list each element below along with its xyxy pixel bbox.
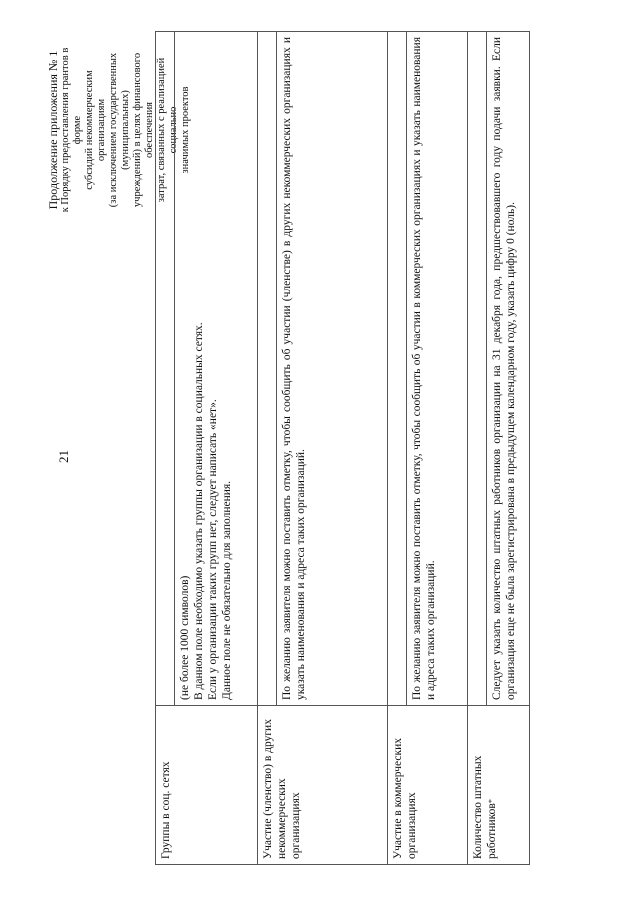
row-label [258,706,388,865]
desc-line: В данном поле необходимо указать группы организации в социальных сетях. [193,322,205,700]
row-description [258,32,388,706]
desc-line: (не более 1000 символов) [179,575,191,700]
footnote-mark: * [487,799,496,804]
table-row [468,32,530,865]
header-line: учреждений) в целях финансового обеспечения [132,52,155,208]
row-label-text: Участие в коммерческих организациях [392,737,418,859]
header-line: значимых проектов [180,86,191,174]
row-label [388,706,468,865]
row-label [156,706,258,865]
desc-line: Если у организации таких групп нет, следует написать «нет». [207,399,219,700]
requirements-table [155,31,530,865]
row-label-text: Участие (членство) в других некоммерческих организациях [262,719,302,859]
desc-line: Данное поле не обязательно для заполнения. [221,480,233,700]
row-description [388,32,468,706]
page-number: 21 [56,450,71,463]
row-label-text: Количество штатных работников [472,755,498,859]
table-row [258,32,388,865]
header-line: к Порядку предоставления грантов в форме [60,47,83,213]
header-line: (за исключением государственных (муниципальных) [108,52,131,208]
header-line: субсидий некоммерческим организациям [84,70,107,190]
desc-text: По желанию заявителя можно поставить отметку, чтобы сообщить об участии в коммерческих организациях и указать наименования и адреса таких организаций. [411,37,437,700]
row-label-text: Группы в соц. сетях [160,761,172,859]
row-description [156,32,258,706]
table-row [388,32,468,865]
desc-text: По желанию заявителя можно поставить отметку, чтобы сообщить об участии (членстве) в других некоммерческих организациях и указать наименования и адреса таких организаций. [281,37,307,700]
header-line: затрат, связанных с реализацией социально [156,57,179,203]
header-line: Продолжение приложения № 1 [46,50,60,210]
desc-text: Следует указать количество штатных работников организации на 31 декабря года, предшествовавшего году подачи заявки. Если организация еще не была зарегистрирована в предыдущем календарном году, указать цифру 0 (ноль). [491,37,517,700]
table-row [156,32,258,865]
row-description [468,32,530,706]
row-label [468,706,530,865]
